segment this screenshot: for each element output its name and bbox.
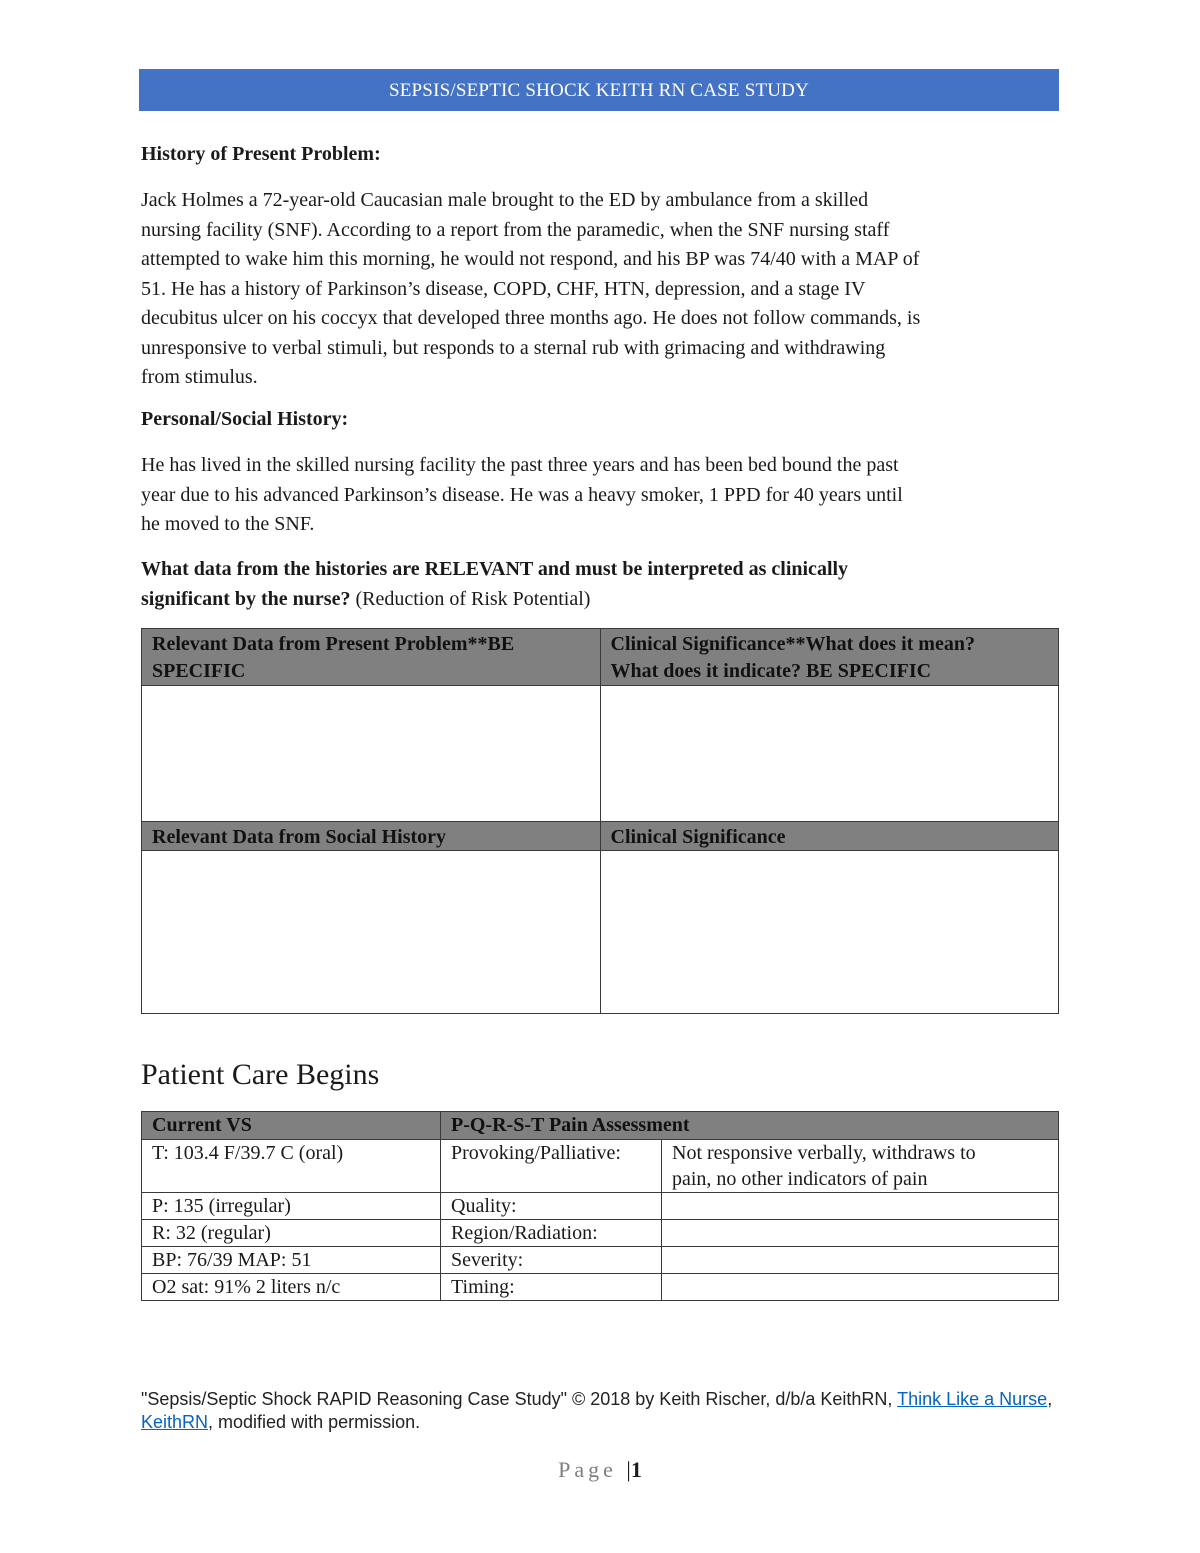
pain-label-cell: Region/Radiation: [441, 1220, 662, 1247]
pain-value-cell[interactable]: Not responsive verbally, withdraws to pain, no other indicators of pain [662, 1140, 1059, 1193]
footer-text: "Sepsis/Septic Shock RAPID Reasoning Case Study" © 2018 by Keith Rischer, d/b/a KeithRN, [141, 1389, 898, 1409]
table-row [142, 1193, 1059, 1220]
history-line: Jack Holmes a 72-year-old Caucasian male brought to the ED by ambulance from a skilled [141, 189, 869, 211]
history-paragraph [141, 186, 1061, 393]
pain-value-cell[interactable] [662, 1274, 1059, 1301]
table-row [142, 1247, 1059, 1274]
social-history-header: Relevant Data from Social History [142, 822, 601, 851]
vs-cell: O2 sat: 91% 2 liters n/c [142, 1274, 441, 1301]
clinical-significance-header: Clinical Significance**What does it mean? What does it indicate? BE SPECIFIC [600, 629, 1059, 686]
social-significance-answer-cell[interactable] [600, 851, 1059, 1014]
table-row [142, 1220, 1059, 1247]
social-significance-header: Clinical Significance [600, 822, 1059, 851]
pain-label-cell: Severity: [441, 1247, 662, 1274]
vitals-pain-table [141, 1111, 1059, 1301]
social-paragraph [141, 451, 1061, 540]
history-heading: History of Present Problem: [141, 143, 381, 165]
vs-cell: BP: 76/39 MAP: 51 [142, 1247, 441, 1274]
patient-care-heading: Patient Care Begins [141, 1058, 380, 1091]
social-line: he moved to the SNF. [141, 513, 315, 535]
history-line: unresponsive to verbal stimuli, but responds to a sternal rub with grimacing and withdrawing [141, 336, 886, 359]
pain-value-cell[interactable] [662, 1193, 1059, 1220]
history-line: decubitus ulcer on his coccyx that developed three months ago. He does not follow commands, is [141, 307, 921, 329]
table-row [142, 1274, 1059, 1301]
history-line: 51. He has a history of Parkinson’s disease, COPD, CHF, HTN, depression, and a stage IV [141, 277, 866, 300]
document-banner: SEPSIS/SEPTIC SHOCK KEITH RN CASE STUDY [139, 69, 1059, 111]
footer-separator: , [1047, 1389, 1053, 1409]
pain-value-cell[interactable] [662, 1220, 1059, 1247]
think-like-a-nurse-link[interactable]: Think Like a Nurse [897, 1389, 1048, 1409]
question-line2: significant by the nurse? [141, 587, 351, 610]
social-line: year due to his advanced Parkinson’s disease. He was a heavy smoker, 1 PPD for 40 years until [141, 483, 903, 506]
history-line: attempted to wake him this morning, he would not respond, and his BP was 74/40 with a MAP of [141, 248, 920, 270]
relevance-question [141, 555, 1041, 614]
current-vs-header: Current VS [142, 1112, 441, 1140]
pain-label-cell: Timing: [441, 1274, 662, 1301]
page-divider: | [626, 1457, 631, 1482]
page-number [0, 1457, 1200, 1483]
page-label: Page [558, 1457, 617, 1482]
copyright-footer [141, 1388, 1061, 1434]
present-problem-header: Relevant Data from Present Problem**BE SPECIFIC [142, 629, 601, 686]
history-line: nursing facility (SNF). According to a report from the paramedic, when the SNF nursing staff [141, 218, 890, 241]
relevant-data-table [141, 628, 1059, 1014]
footer-tail: , modified with permission. [208, 1412, 421, 1432]
vs-cell: P: 135 (irregular) [142, 1193, 441, 1220]
keithrn-link[interactable]: KeithRN [141, 1412, 209, 1432]
question-line1: What data from the histories are RELEVANT and must be interpreted as clinically [141, 558, 849, 580]
present-problem-answer-cell[interactable] [142, 686, 601, 822]
present-significance-answer-cell[interactable] [600, 686, 1059, 822]
table-row [142, 1140, 1059, 1193]
social-history-answer-cell[interactable] [142, 851, 601, 1014]
social-heading: Personal/Social History: [141, 408, 349, 430]
page-number-value: 1 [630, 1457, 642, 1482]
history-line: from stimulus. [141, 366, 258, 388]
vs-cell: R: 32 (regular) [142, 1220, 441, 1247]
pain-value-cell[interactable] [662, 1247, 1059, 1274]
question-tail: (Reduction of Risk Potential) [350, 587, 591, 610]
pain-label-cell: Provoking/Palliative: [441, 1140, 662, 1193]
pain-label-cell: Quality: [441, 1193, 662, 1220]
social-line: He has lived in the skilled nursing facility the past three years and has been bed bound the past [141, 454, 899, 476]
vs-cell: T: 103.4 F/39.7 C (oral) [142, 1140, 441, 1193]
pain-assessment-header: P-Q-R-S-T Pain Assessment [441, 1112, 1059, 1140]
